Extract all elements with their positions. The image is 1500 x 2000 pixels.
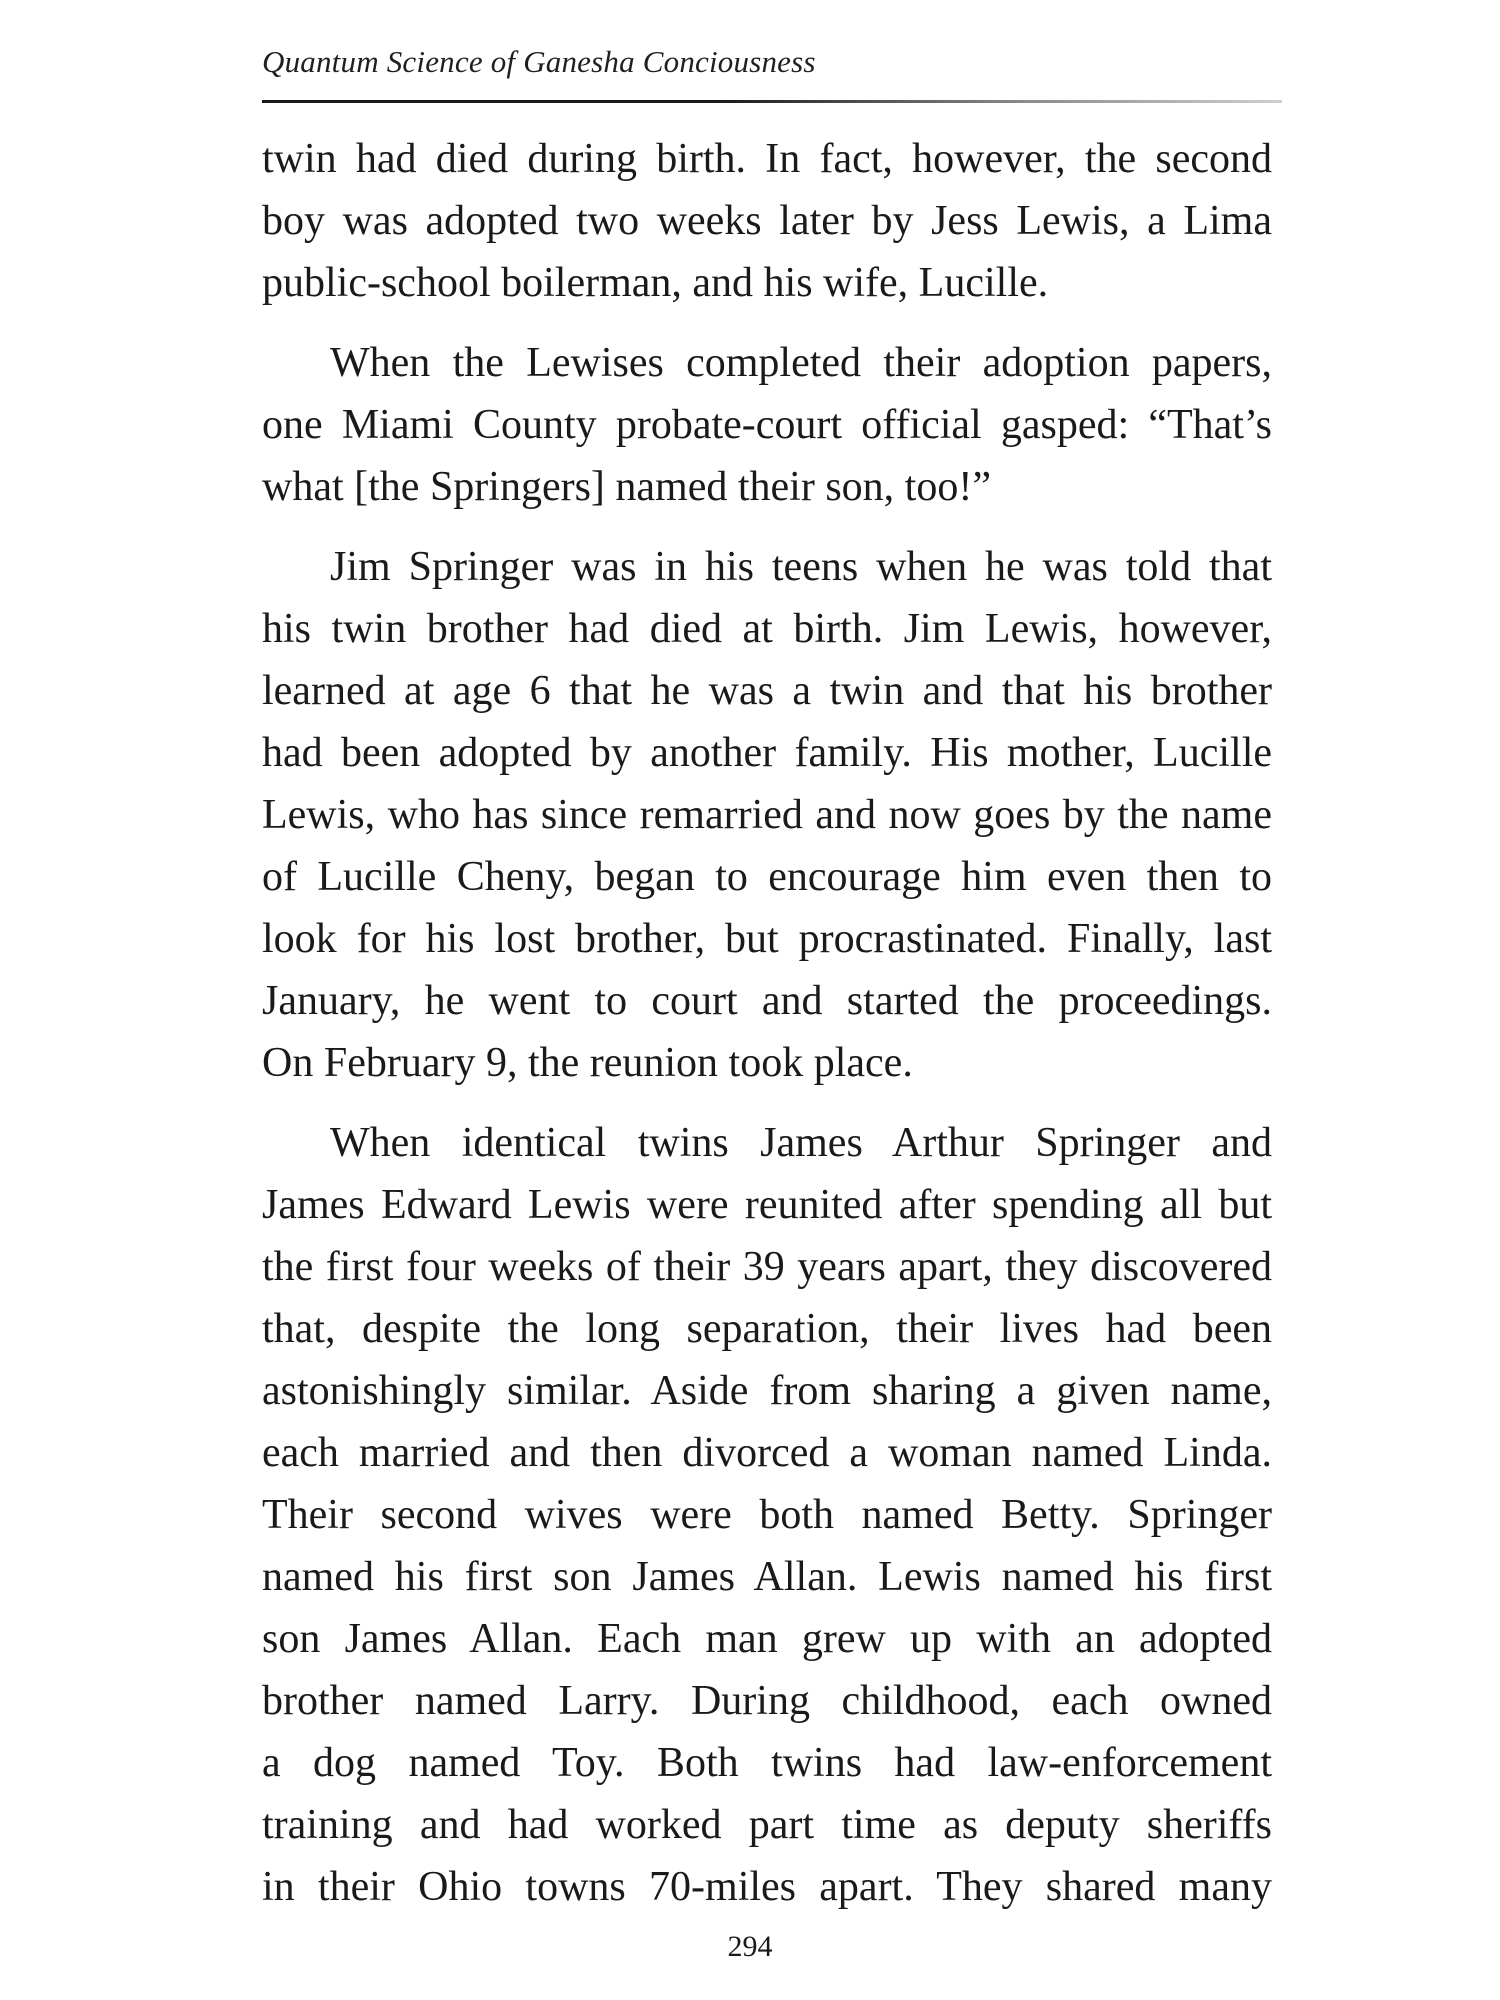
running-head: Quantum Science of Ganesha Conciousness — [262, 44, 816, 79]
paragraph-3 — [262, 536, 1272, 1094]
text-line: look for his lost brother, but procrastinated. Finally, last — [262, 916, 1272, 962]
page-number: 294 — [727, 1930, 773, 1963]
text-line: named his first son James Allan. Lewis named his first — [262, 1554, 1272, 1600]
text-line: what [the Springers] named their son, too!” — [262, 464, 991, 510]
text-line: twin had died during birth. In fact, however, the second — [262, 136, 1272, 182]
text-line: brother named Larry. During childhood, each owned — [262, 1678, 1272, 1724]
text-line: James Edward Lewis were reunited after spending all but — [262, 1182, 1272, 1228]
body-text — [262, 128, 1272, 1936]
text-line: in their Ohio towns 70-miles apart. They shared many — [262, 1864, 1272, 1910]
text-line: January, he went to court and started the proceedings. — [262, 978, 1272, 1024]
text-line: training and had worked part time as deputy sheriffs — [262, 1802, 1272, 1848]
text-line: one Miami County probate-court official gasped: “That’s — [262, 402, 1272, 448]
text-line: learned at age 6 that he was a twin and that his brother — [262, 668, 1272, 714]
text-line: his twin brother had died at birth. Jim Lewis, however, — [262, 606, 1272, 652]
paragraph-4 — [262, 1112, 1272, 1918]
text-line: Their second wives were both named Betty. Springer — [262, 1492, 1272, 1538]
text-line: of Lucille Cheny, began to encourage him even then to — [262, 854, 1272, 900]
text-line: astonishingly similar. Aside from sharing a given name, — [262, 1368, 1272, 1414]
text-line: each married and then divorced a woman named Linda. — [262, 1430, 1272, 1476]
text-line: When the Lewises completed their adoption papers, — [330, 340, 1272, 386]
paragraph-1 — [262, 128, 1272, 314]
paragraph-2 — [262, 332, 1272, 518]
text-line: Jim Springer was in his teens when he was told that — [330, 544, 1272, 590]
text-line: public-school boilerman, and his wife, Lucille. — [262, 260, 1049, 306]
text-line: son James Allan. Each man grew up with an adopted — [262, 1616, 1272, 1662]
text-line: had been adopted by another family. His mother, Lucille — [262, 730, 1272, 776]
text-line: the first four weeks of their 39 years apart, they discovered — [262, 1244, 1272, 1290]
text-line: boy was adopted two weeks later by Jess Lewis, a Lima — [262, 198, 1272, 244]
text-line: Lewis, who has since remarried and now goes by the name — [262, 792, 1272, 838]
text-line: a dog named Toy. Both twins had law-enforcement — [262, 1740, 1272, 1786]
header-rule — [262, 100, 1282, 103]
text-line: When identical twins James Arthur Springer and — [330, 1120, 1272, 1166]
text-line: that, despite the long separation, their lives had been — [262, 1306, 1272, 1352]
text-line: On February 9, the reunion took place. — [262, 1040, 913, 1086]
